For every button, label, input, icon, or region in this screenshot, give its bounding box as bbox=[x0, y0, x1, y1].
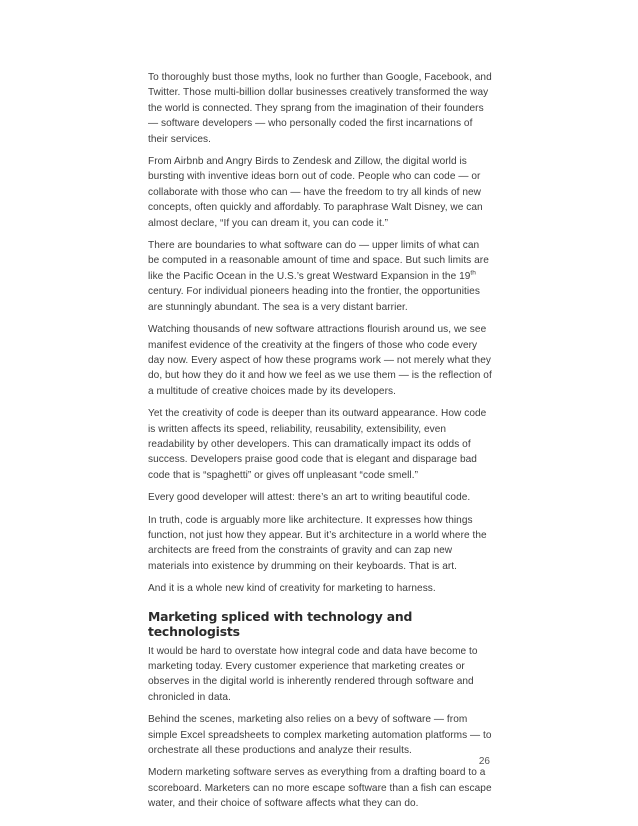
page-number: 26 bbox=[478, 756, 490, 767]
boundaries-text-before: There are boundaries to what software can do — upper limits of what can be computed in a reasonable amount of time and space. But such limits are like the Pacific Ocean in the U.S.’s great Westward Expansion in the 19 bbox=[148, 240, 489, 282]
paragraph-good-developer: Every good developer will attest: there’s an art to writing beautiful code. bbox=[148, 492, 471, 504]
paragraph-modern-software: Modern marketing software serves as everything from a drafting board to a scoreboard. Marketers can no more escape software than a fish can escape water, and their choice of software affects what they can do. bbox=[148, 767, 492, 810]
boundaries-text-after: century. For individual pioneers heading into the frontier, the opportunities are stunningly abundant. The sea is a very distant barrier. bbox=[148, 286, 480, 313]
paragraph-myths: To thoroughly bust those myths, look no further than Google, Facebook, and Twitter. Those multi-billion dollar businesses creatively transformed the way the world is connected. They sprang from the imagination of their founders — software developers — who personally coded the first incarnations of their services. bbox=[148, 72, 492, 145]
paragraph-watching: Watching thousands of new software attractions flourish around us, we see manifest evidence of the creativity at the fingers of those who code every day now. Every aspect of how these programs work — not merely what they do, but how they do it and how we feel as we use them — is the reflection of a multitude of creative choices made by its developers. bbox=[148, 324, 492, 397]
section-heading: Marketing spliced with technology and technologists bbox=[148, 608, 413, 639]
paragraph-behind-scenes: Behind the scenes, marketing also relies on a bevy of software — from simple Excel spreadsheets to complex marketing automation platforms — to orchestrate all these productions and analyze their results. bbox=[148, 714, 492, 757]
page-body bbox=[148, 70, 492, 819]
paragraph-airbnb: From Airbnb and Angry Birds to Zendesk and Zillow, the digital world is bursting with inventive ideas born out of code. People who can code — or collaborate with those who can — have the freedom to try all kinds of new concepts, often quickly and affordably. To paraphrase Walt Disney, we can almost declare, “If you can dream it, you can code it.” bbox=[148, 156, 483, 229]
paragraph-boundaries bbox=[148, 238, 492, 315]
paragraph-creativity: Yet the creativity of code is deeper than its outward appearance. How code is written affects its speed, reliability, reusability, extensibility, even readability by other developers. This can dramatically impact its odds of success. Developers praise good code that is elegant and disparage bad code that is “spaghetti” or gives off unpleasant “code smell.” bbox=[148, 408, 487, 481]
boundaries-superscript: th bbox=[470, 269, 476, 277]
paragraph-integral: It would be hard to overstate how integral code and data have become to marketing today. Every customer experience that marketing creates or observes in the digital world is inherently rendered through software and chronicled in data. bbox=[148, 645, 478, 703]
paragraph-architecture: In truth, code is arguably more like architecture. It expresses how things function, not just how they appear. But it’s architecture in a world where the architects are freed from the constraints of gravity and can zap new materials into existence by drumming on their keyboards. That is art. bbox=[148, 514, 487, 572]
paragraph-new-creativity: And it is a whole new kind of creativity for marketing to harness. bbox=[148, 583, 436, 595]
